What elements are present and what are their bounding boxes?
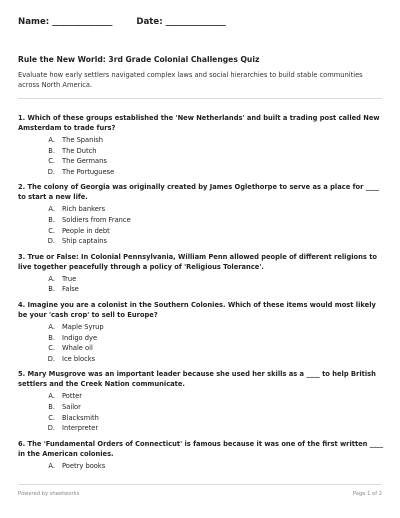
option-label: People in debt [62, 226, 110, 235]
option-letter: A. [48, 205, 55, 214]
question-block [18, 369, 386, 433]
option-label: Poetry books [62, 461, 106, 470]
option-label: Potter [62, 392, 82, 401]
option-letter: B. [48, 333, 55, 342]
answer-option [18, 167, 386, 178]
quiz-description: Evaluate how early settlers navigated complex laws and social hierarchies to build stable communities across North America. [18, 71, 363, 89]
question-text: 2. The colony of Georgia was originally created by James Oglethorpe to serve as a place for ____ to start a new life. [18, 183, 380, 202]
question-list [18, 113, 386, 476]
option-label: Rich bankers [62, 205, 106, 214]
name-date-row [18, 17, 226, 27]
answer-option [18, 413, 386, 424]
option-letter: D. [47, 424, 55, 433]
quiz-title: Rule the New World: 3rd Grade Colonial Challenges Quiz [18, 55, 260, 64]
option-letter: B. [48, 402, 55, 411]
option-letter: B. [48, 146, 55, 155]
option-letter: A. [48, 274, 55, 283]
date-label: Date: [136, 17, 163, 27]
footer-divider [18, 484, 382, 485]
option-letter: C. [48, 157, 55, 166]
answer-option [18, 461, 386, 472]
answer-option [18, 146, 386, 157]
option-label: Soldiers from France [62, 215, 131, 224]
question-text: 5. Mary Musgrove was an important leader because she used her skills as a ____ to help British settlers and the Creek Nation communicate. [18, 370, 376, 389]
option-label: The Portuguese [62, 167, 115, 176]
question-block [18, 439, 386, 472]
name-field [18, 17, 112, 27]
option-letter: A. [48, 322, 55, 331]
option-letter: D. [47, 237, 55, 246]
option-label: Whale oil [62, 344, 93, 353]
date-blank: ______________ [165, 17, 226, 27]
answer-option [18, 284, 386, 295]
option-letter: C. [48, 226, 55, 235]
answer-option [18, 322, 386, 333]
answer-option [18, 215, 386, 226]
option-letter: B. [48, 215, 55, 224]
question-text: 6. The 'Fundamental Orders of Connecticut' is famous because it was one of the first written ____ in the American colonies. [18, 439, 384, 458]
option-label: Blacksmith [62, 413, 99, 422]
option-letter: A. [48, 136, 55, 144]
option-label: The Germans [62, 157, 107, 166]
option-letter: A. [48, 392, 55, 401]
question-block [18, 252, 386, 295]
date-field [136, 17, 225, 27]
option-letter: A. [48, 461, 55, 470]
option-label: False [62, 285, 79, 294]
name-label: Name: [18, 17, 50, 27]
option-letter: C. [48, 413, 55, 422]
option-letter: B. [48, 285, 55, 294]
answer-option [18, 274, 386, 285]
answer-option [18, 204, 386, 215]
option-label: Ship captains [62, 237, 108, 246]
answer-option [18, 343, 386, 354]
option-letter: C. [48, 344, 55, 353]
question-block [18, 300, 386, 364]
question-text: 1. Which of these groups established the 'New Netherlands' and built a trading post called New Amsterdam to trade furs? [18, 114, 380, 132]
answer-option [18, 156, 386, 167]
option-label: Indigo dye [62, 333, 98, 342]
option-label: The Dutch [62, 146, 97, 155]
option-label: Maple Syrup [62, 322, 104, 331]
answer-option [18, 135, 386, 146]
question-block [18, 182, 386, 246]
header-divider [18, 98, 382, 99]
option-label: The Spanish [62, 136, 103, 144]
option-letter: D. [47, 354, 55, 363]
option-letter: D. [47, 167, 55, 176]
answer-option [18, 391, 386, 402]
answer-option [18, 236, 386, 247]
option-label: Ice blocks [62, 354, 96, 363]
page-number: Page 1 of 2 [352, 491, 382, 497]
question-text: 3. True or False: In Colonial Pennsylvania, William Penn allowed people of different religions to live together peacefully through a policy of 'Religious Tolerance'. [18, 252, 378, 271]
option-label: True [62, 274, 77, 283]
answer-option [18, 226, 386, 237]
option-label: Sailor [62, 402, 81, 411]
option-label: Interpreter [62, 424, 99, 433]
answer-option [18, 333, 386, 344]
footer-credit: Powered by sheetworks [18, 491, 80, 497]
answer-option [18, 354, 386, 365]
answer-option [18, 423, 386, 434]
question-block [18, 113, 386, 177]
answer-option [18, 402, 386, 413]
question-text: 4. Imagine you are a colonist in the Southern Colonies. Which of these items would most likely be your 'cash crop' to sell to Europe? [18, 300, 376, 319]
name-blank: ______________ [52, 17, 113, 27]
